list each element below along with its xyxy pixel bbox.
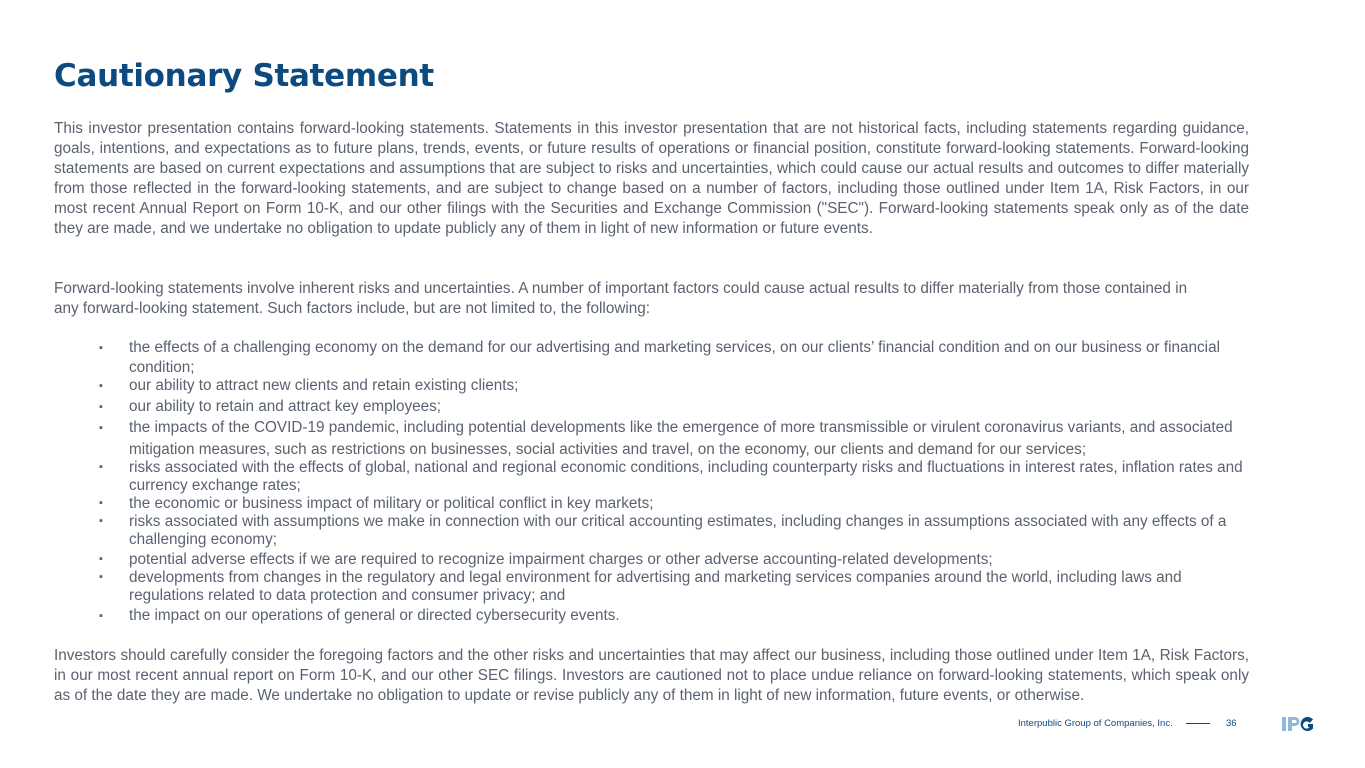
footer-divider [1186,723,1210,724]
bullet-marker: ▪ [99,422,103,434]
bullet-marker: ▪ [99,380,103,392]
bullet-marker: ▪ [99,553,103,565]
list-item-text: our ability to attract new clients and retain existing clients; [129,377,519,394]
bullet-marker: ▪ [99,401,103,413]
list-item-text: developments from changes in the regulatory and legal environment for advertising and marketing services companies around the world, including laws and regulations related to data protection and consumer privacy; and [129,569,1182,604]
closing-paragraph: Investors should carefully consider the foregoing factors and the other risks and uncertainties that may affect our business, including those outlined under Item 1A, Risk Factors, in our most recent annual report on Form 10-K, and our other SEC filings. Investors are cautioned not to place undue reliance on forward-looking statements, which speak only as of the date they are made. We undertake no obligation to update or revise publicly any of them in light of new information, future events, or otherwise. [54,647,1249,705]
list-item-text: potential adverse effects if we are required to recognize impairment charges or other adverse accounting-related developments; [129,551,993,568]
ipg-logo [1282,715,1314,733]
page-number: 36 [1226,718,1237,729]
list-item-text: the impacts of the COVID-19 pandemic, including potential developments like the emergence of more transmissible or virulent coronavirus variants, and associated mitigation measures, such as restrictions on businesses, social activities and travel, on the economy, our clients and demand for our services; [129,419,1233,458]
intro-paragraph: This investor presentation contains forward-looking statements. Statements in this investor presentation that are not historical facts, including statements regarding guidance, goals, intentions, and expectations as to future plans, trends, events, or future results of operations or financial position, constitute forward-looking statements. Forward-looking statements are based on current expectations and assumptions that are subject to risks and uncertainties, which could cause our actual results and outcomes to differ materially from those reflected in the forward-looking statements, and are subject to change based on a number of factors, including those outlined under Item 1A, Risk Factors, in our most recent Annual Report on Form 10-K, and our other filings with the Securities and Exchange Commission ("SEC"). Forward-looking statements speak only as of the date they are made, and we undertake no obligation to update publicly any of them in light of new information or future events. [54,120,1249,238]
bullet-marker: ▪ [99,515,103,527]
bullet-marker: ▪ [99,342,103,354]
list-item-text: the economic or business impact of military or political conflict in key markets; [129,495,654,512]
list-item-text: our ability to retain and attract key employees; [129,398,442,415]
bullet-marker: ▪ [99,461,103,473]
bullet-marker: ▪ [99,571,103,583]
list-item-text: the effects of a challenging economy on the demand for our advertising and marketing services, on our clients’ financial condition and on our business or financial condition; [129,339,1220,377]
list-item-text: risks associated with the effects of global, national and regional economic conditions, including counterparty risks and fluctuations in interest rates, inflation rates and currency exchange rates; [129,459,1243,494]
list-item-text: risks associated with assumptions we make in connection with our critical accounting estimates, including changes in assumptions associated with any effects of a challenging economy; [129,513,1227,548]
list-item-text: the impact on our operations of general or directed cybersecurity events. [129,607,620,624]
bullet-marker: ▪ [99,497,103,509]
risk-intro-paragraph: Forward-looking statements involve inherent risks and uncertainties. A number of important factors could cause actual results to differ materially from those contained in any forward-looking statement. Such factors include, but are not limited to, the following: [54,280,1188,318]
bullet-marker: ▪ [99,610,103,622]
page-title: Cautionary Statement [54,58,434,94]
footer-company-name: Interpublic Group of Companies, Inc. [1018,718,1173,729]
